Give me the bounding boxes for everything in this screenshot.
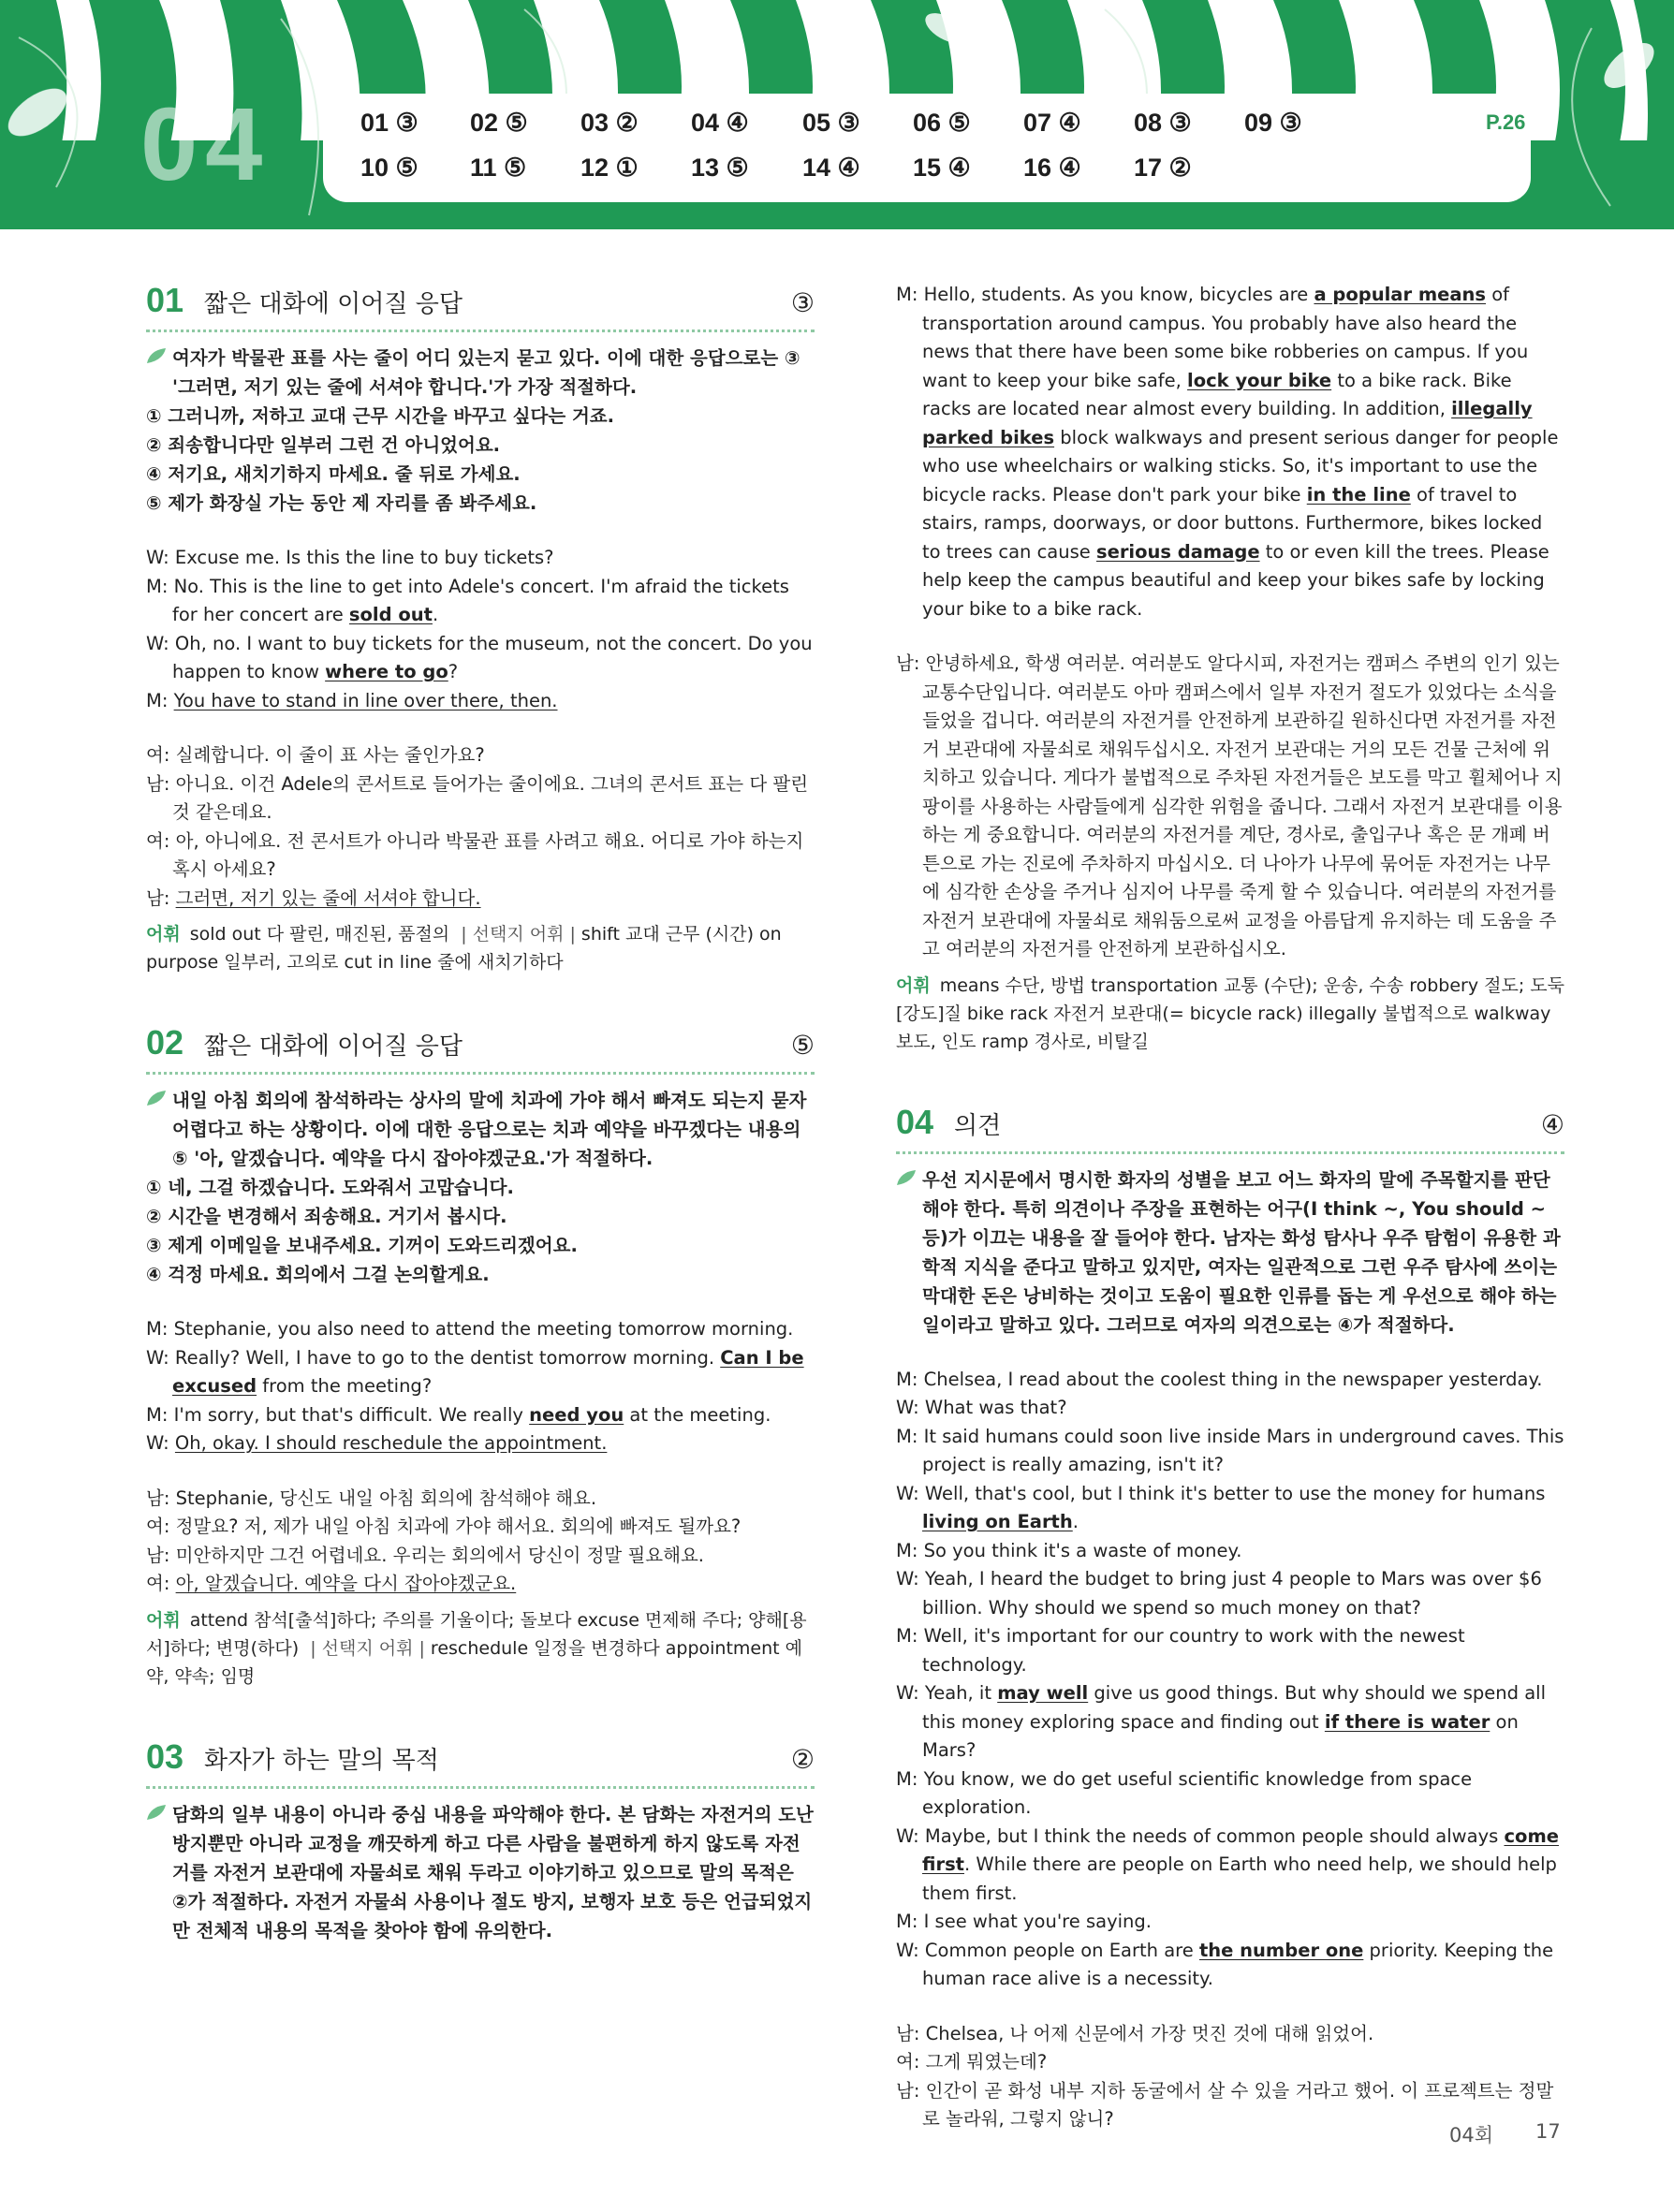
section-answer: ③ — [790, 287, 815, 318]
answer-key-item: 14 ④ — [802, 154, 860, 182]
answer-key-item: 16 ④ — [1023, 154, 1081, 182]
choice-item: ⑤ 제가 화장실 가는 동안 제 자리를 좀 봐주세요. — [146, 492, 537, 514]
answer-key-item: 10 ⑤ — [360, 154, 418, 182]
section-04-header — [896, 1103, 1564, 1154]
round-number-watermark: 04 — [140, 87, 271, 202]
answer-key-item: 03 ② — [580, 109, 639, 137]
answer-key-item: 15 ④ — [913, 154, 971, 182]
translation-line: 남: 그러면, 저기 있는 줄에 서셔야 합니다. — [146, 886, 481, 909]
section-02 — [146, 1023, 815, 1691]
answer-key-item: 04 ④ — [691, 109, 749, 137]
section-title: 짧은 대화에 이어질 응답 — [204, 1033, 463, 1061]
translation-line: 여: 아, 아니에요. 전 콘서트가 아니라 박물관 표를 사려고 해요. 어디로 가야 하는지 혹시 아세요? — [146, 829, 804, 880]
right-column — [896, 281, 1564, 2170]
left-column — [146, 281, 815, 1981]
translation-line: 여: 실례합니다. 이 줄이 표 사는 줄인가요? — [146, 744, 485, 766]
script-line: W: Really? Well, I have to go to the dentist tomorrow morning. Can I be excused from the meeting? — [146, 1346, 804, 1397]
script-line: W: Yeah, it may well give us good things. But why should we spend all this money exploring space and finding out if there is water on Mars? — [896, 1682, 1547, 1761]
translation-line: 남: Chelsea, 나 어제 신문에서 가장 멋진 것에 대해 읽었어. — [896, 2022, 1374, 2044]
choice-item: ② 시간을 변경해서 죄송해요. 거기서 봅시다. — [146, 1206, 507, 1227]
translation-line: 여: 정말요? 저, 제가 내일 아침 치과에 가야 해서요. 회의에 빠져도 될까요? — [146, 1516, 742, 1537]
answer-key-item: 05 ③ — [802, 109, 860, 137]
section-01 — [146, 281, 815, 976]
script-line: M: I'm sorry, but that's difficult. We really need you at the meeting. — [146, 1403, 771, 1426]
translation-line: 남: Stephanie, 당신도 내일 아침 회의에 참석해야 해요. — [146, 1487, 597, 1509]
section-number: 04 — [896, 1102, 934, 1141]
english-script — [146, 544, 815, 715]
explanation: 내일 아침 회의에 참석하라는 상사의 말에 치과에 가야 해서 빠져도 되는지 묻자 어렵다고 하는 상황이다. 이에 대한 응답으로는 치과 예약을 바꾸겠다는 내용의 ⑤ '아, 알겠습니다. 예약을 다시 잡아야겠군요.'가 적절하다. — [146, 1086, 815, 1173]
header-banner — [0, 0, 1674, 229]
translation-line: 여: 그게 뭐였는데? — [896, 2051, 1048, 2073]
section-answer: ② — [790, 1743, 815, 1775]
answer-key-item: 01 ③ — [360, 109, 418, 137]
korean-translation — [146, 741, 815, 913]
answer-key-item: 02 ⑤ — [470, 109, 528, 137]
leaf-icon — [896, 1169, 917, 1186]
answer-key-item: 12 ① — [580, 154, 639, 182]
section-03-header — [146, 1737, 815, 1789]
translation-line: 여: 아, 알겠습니다. 예약을 다시 잡아야겠군요. — [146, 1573, 517, 1594]
translation-paragraph: 남: 안녕하세요, 학생 여러분. 여러분도 알다시피, 자전거는 캠퍼스 주변의 인기 있는 교통수단입니다. 여러분도 아마 캠퍼스에서 일부 자전거 절도가 있었다는 소식을 들었을 겁니다. 여러분의 자전거를 안전하게 보관하길 원하신다면 자전거를 자전거 보관대에 자물쇠로 채워두십시오. 자전거 보관대는 거의 모든 건물 근처에 위치하고 있습니다. 게다가 불법적으로 주차된 자전거들은 보도를 막고 휠체어나 지팡이를 사용하는 사람들에게 심각한 위험을 줍니다. 그래서 자전거 보관대를 이용하는 게 중요합니다. 여러분의 자전거를 계단, 경사로, 출입구나 혹은 문 개폐 버튼으로 가는 진로에 주차하지 마십시오. 더 나아가 나무에 묶어둔 자전거는 나무에 심각한 손상을 주거나 심지어 나무를 죽게 할 수 있습니다. 여러분의 자전거를 자전거 보관대에 자물쇠로 채워둠으로써 교정을 아름답게 유지하는 데 도움을 주고 여러분의 자전거를 안전하게 보관하십시오. — [896, 652, 1563, 960]
script-line: M: So you think it's a waste of money. — [896, 1539, 1242, 1561]
choice-item: ① 네, 그걸 하겠습니다. 도와줘서 고맙습니다. — [146, 1177, 514, 1198]
korean-translation-s03 — [896, 650, 1564, 964]
section-number: 01 — [146, 281, 184, 319]
leaf-icon — [146, 1090, 167, 1106]
leaf-icon — [146, 1804, 167, 1821]
script-line: M: You have to stand in line over there, then. — [146, 689, 558, 711]
script-line: M: No. This is the line to get into Adele's concert. I'm afraid the tickets for her concert are sold out. — [146, 575, 789, 625]
script-line: W: Excuse me. Is this the line to buy tickets? — [146, 547, 554, 568]
choice-item: ④ 저기요, 새치기하지 마세요. 줄 뒤로 가세요. — [146, 463, 521, 485]
section-04 — [896, 1103, 1564, 2134]
explanation: 담화의 일부 내용이 아니라 중심 내용을 파악해야 한다. 본 담화는 자전거의 도난 방지뿐만 아니라 교정을 깨끗하게 하고 다른 사람을 불편하게 하지 않도록 자전거를 자전거 보관대에 자물쇠로 채워 두라고 이야기하고 있으므로 말의 목적은 ②가 적절하다. 자전거 자물쇠 사용이나 절도 방지, 보행자 보호 등은 언급되었지만 전체적 내용의 목적을 찾아야 함에 유의한다. — [146, 1800, 815, 1945]
section-title: 의견 — [954, 1111, 1002, 1140]
section-answer: ⑤ — [790, 1030, 815, 1061]
section-title: 짧은 대화에 이어질 응답 — [204, 290, 463, 318]
choice-translations — [146, 1173, 815, 1289]
choice-item: ③ 제게 이메일을 보내주세요. 기꺼이 도와드리겠어요. — [146, 1235, 578, 1256]
english-script — [896, 1366, 1564, 1994]
answer-key-item: 11 ⑤ — [470, 154, 527, 182]
answer-key-item: 17 ② — [1134, 154, 1192, 182]
section-number: 03 — [146, 1736, 184, 1776]
korean-translation — [896, 2020, 1564, 2134]
answer-key-item: 09 ③ — [1244, 109, 1302, 137]
footer-round: 04회 — [1449, 2124, 1494, 2146]
page-reference: P.26 — [1486, 110, 1526, 134]
answer-key-item: 13 ⑤ — [691, 154, 749, 182]
script-line: M: Chelsea, I read about the coolest thing in the newspaper yesterday. — [896, 1368, 1543, 1390]
script-line: W: Maybe, but I think the needs of common people should always come first. While there are people on Earth who need help, we should help them first. — [896, 1824, 1559, 1904]
footer-page-number: 17 — [1535, 2120, 1561, 2143]
script-line: M: I see what you're saying. — [896, 1911, 1152, 1932]
script-line: W: Oh, okay. I should reschedule the appointment. — [146, 1432, 608, 1454]
script-line: M: Stephanie, you also need to attend the meeting tomorrow morning. — [146, 1318, 794, 1340]
answer-key-item: 08 ③ — [1134, 109, 1192, 137]
translation-line: 남: 인간이 곧 화성 내부 지하 동굴에서 살 수 있을 거라고 했어. 이 프로젝트는 정말로 놀라워, 그렇지 않니? — [896, 2079, 1554, 2130]
script-line: M: You know, we do get useful scientific knowledge from space exploration. — [896, 1767, 1473, 1818]
section-03 — [146, 1737, 815, 1945]
answer-key-item: 07 ④ — [1023, 109, 1081, 137]
choice-item: ④ 걱정 마세요. 회의에서 그걸 논의할게요. — [146, 1264, 490, 1285]
vocabulary-s03: 어휘 means 수단, 방법 transportation 교통 (수단); 운송, 수송 robbery 절도; 도둑[강도]질 bike rack 자전거 보관대(= bicycle rack) illegally 불법적으로 walkway 보도, 인도 ramp 경사로, 비탈길 — [896, 974, 1564, 1052]
choice-item: ② 죄송합니다만 일부러 그런 건 아니었어요. — [146, 434, 501, 456]
script-line: W: Well, that's cool, but I think it's better to use the money for humans living on Earth. — [896, 1482, 1546, 1532]
translation-line: 남: 미안하지만 그건 어렵네요. 우리는 회의에서 당신이 정말 필요해요. — [146, 1544, 704, 1566]
script-line: M: Well, it's important for our country to work with the newest technology. — [896, 1625, 1465, 1676]
leaf-icon — [146, 347, 167, 364]
korean-translation — [146, 1485, 815, 1599]
explanation: 우선 지시문에서 명시한 화자의 성별을 보고 어느 화자의 말에 주목할지를 판단해야 한다. 특히 의견이나 주장을 표현하는 어구(I think ~, You should ~ 등)가 이끄는 내용을 잘 들어야 한다. 남자는 화성 탐사나 우주 탐험이 유용한 과학적 지식을 준다고 말하고 있지만, 여자는 일관적으로 그런 우주 탐사에 쓰이는 막대한 돈은 낭비하는 것이고 도움이 필요한 인류를 돕는 게 우선으로 해야 하는 일이라고 말하고 있다. 그러므로 여자의 의견으로는 ④가 적절하다. — [896, 1165, 1564, 1340]
explanation: 여자가 박물관 표를 사는 줄이 어디 있는지 묻고 있다. 이에 대한 응답으로는 ③ '그러면, 저기 있는 줄에 서셔야 합니다.'가 가장 적절하다. — [146, 344, 815, 402]
script-paragraph: M: Hello, students. As you know, bicycles are a popular means of transportation around campus. You probably have also heard the news that there have been some bike robberies on campus. If you want to keep your bike safe, lock your bike to a bike rack. Bike racks are located near almost every building. In addition, illegally parked bikes block walkways and present serious danger for people who use wheelchairs or walking sticks. So, it's important to use the bicycle racks. Please don't park your bike in the line of travel to stairs, ramps, doorways, or door buttons. Furthermore, bikes locked to trees can cause serious damage to or even kill the trees. Please help keep the campus beautiful and keep your bikes safe by locking your bike to a bike rack. — [896, 284, 1559, 620]
section-title: 화자가 하는 말의 목적 — [204, 1746, 439, 1775]
vocabulary: 어휘 attend 참석[출석]하다; 주의를 기울이다; 돌보다 excuse 면제해 주다; 양해[용서]하다; 변명(하다) | 선택지 어휘 | reschedule 일정을 변경하다 appointment 예약, 약속; 임명 — [146, 1609, 807, 1687]
script-line: W: What was that? — [896, 1397, 1067, 1418]
script-line: W: Oh, no. I want to buy tickets for the museum, not the concert. Do you happen to know where to go? — [146, 632, 813, 682]
choice-item: ① 그러니까, 저하고 교대 근무 시간을 바꾸고 싶다는 거죠. — [146, 405, 615, 427]
english-script-s03 — [896, 281, 1564, 623]
translation-line: 남: 아니요. 이건 Adele의 콘서트로 들어가는 줄이에요. 그녀의 콘서트 표는 다 팔린 것 같은데요. — [146, 772, 809, 823]
section-01-header — [146, 281, 815, 332]
english-script — [146, 1315, 815, 1458]
vocabulary: 어휘 sold out 다 팔린, 매진된, 품절의 | 선택지 어휘 | shift 교대 근무 (시간) on purpose 일부러, 고의로 cut in line 줄에 새치기하다 — [146, 924, 782, 973]
answer-key-item: 06 ⑤ — [913, 109, 971, 137]
section-number: 02 — [146, 1023, 184, 1062]
choice-translations — [146, 402, 815, 518]
section-answer: ④ — [1540, 1108, 1564, 1140]
script-line: W: Common people on Earth are the number one priority. Keeping the human race alive is a necessity. — [896, 1939, 1554, 1989]
section-02-header — [146, 1023, 815, 1075]
script-line: M: It said humans could soon live inside Mars in underground caves. This project is really amazing, isn't it? — [896, 1425, 1564, 1475]
script-line: W: Yeah, I heard the budget to bring just 4 people to Mars was over $6 billion. Why should we spend so much money on that? — [896, 1568, 1542, 1619]
